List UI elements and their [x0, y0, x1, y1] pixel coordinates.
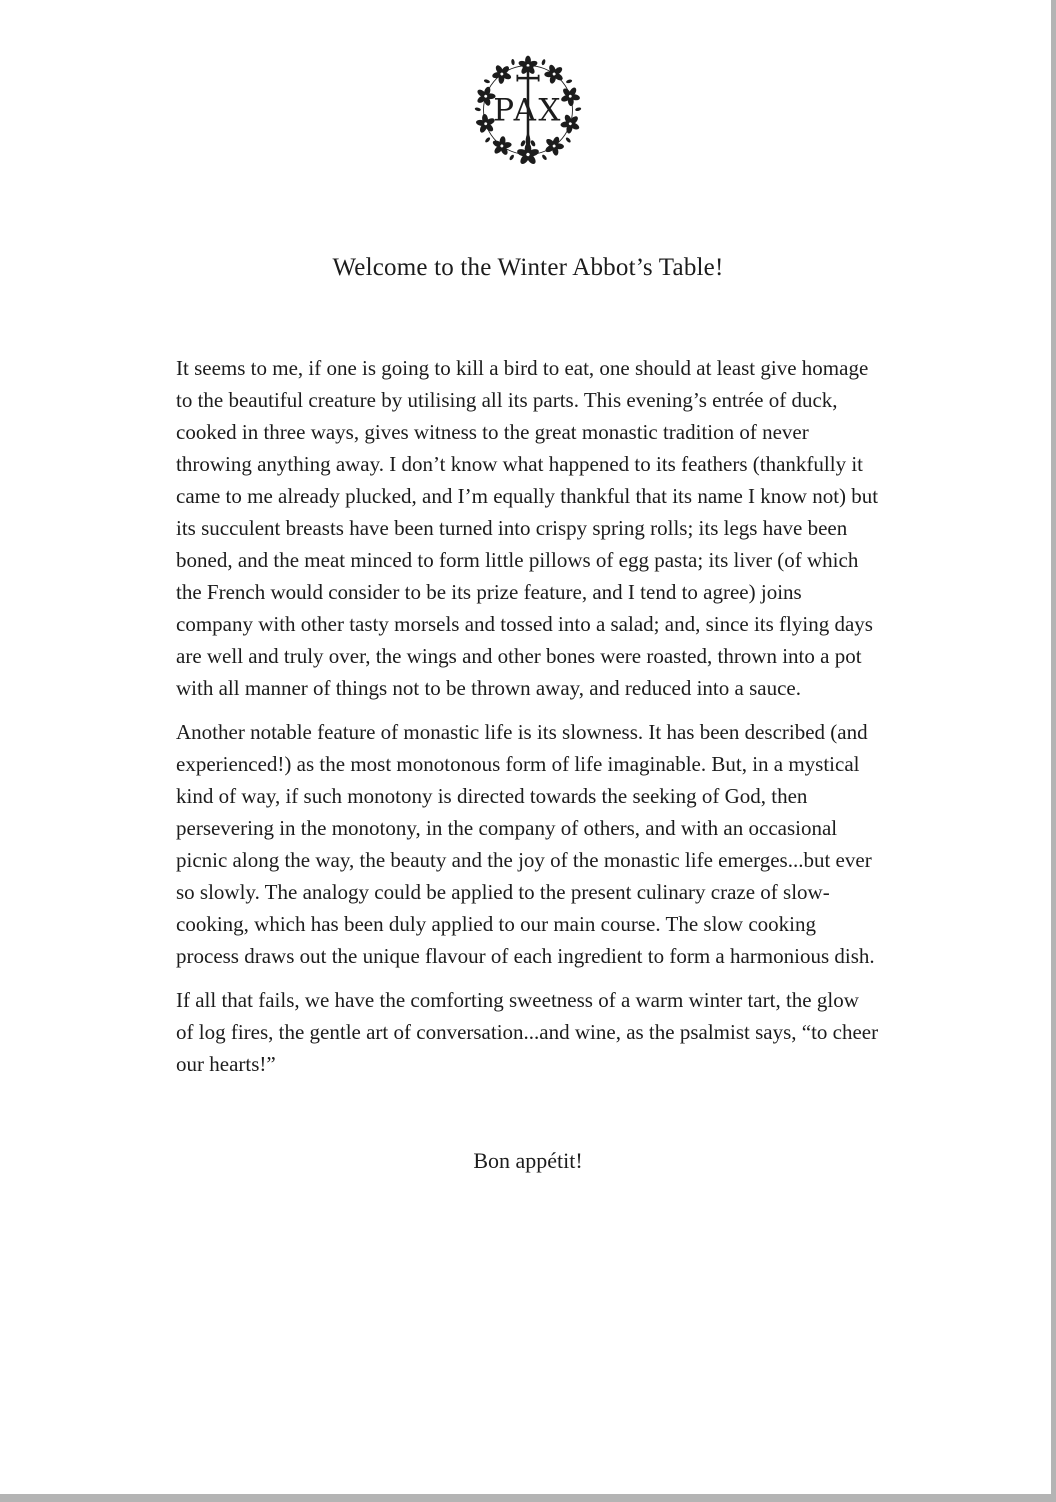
cross-bud-ornament: [520, 132, 537, 148]
paragraph-2: Another notable feature of monastic life is its slowness. It has been described (and experienced!) as the most monotonous form of life imaginable. But, in a mystical kind of way, if such monotony is directed towards the seeking of God, then persevering in the monotony, in the company of others, and with an occasional picnic along the way, the beauty and the joy of the monastic life emerges...but ever so slowly. The analogy could be applied to the present culinary craze of slow-cooking, which has been duly applied to our main course. The slow cooking process draws out the unique flavour of each ingredient to form a harmonious dish.: [176, 720, 875, 968]
page-edge-bottom: [0, 1494, 1056, 1502]
paragraph-1: It seems to me, if one is going to kill a bird to eat, one should at least give homage to the beautiful creature by utilising all its parts. This evening’s entrée of duck, cooked in three ways, gives witness to the great monastic tradition of never throwing anything away. I don’t know what happened to its feathers (thankfully it came to me already plucked, and I’m equally thankful that its name I know not) but its succulent breasts have been turned into crispy spring rolls; its legs have been boned, and the meat minced to form little pillows of egg pasta; its liver (of which the French would consider to be its prize feature, and I tend to agree) joins company with other tasty morsels and tossed into a salad; and, since its flying days are well and truly over, the wings and other bones were roasted, thrown into a pot with all manner of things not to be thrown away, and reduced into a sauce.: [176, 356, 879, 700]
paragraph-3: If all that fails, we have the comforting sweetness of a warm winter tart, the glow of log fires, the gentle art of conversation...and wine, as the psalmist says, “to cheer our hearts!”: [176, 988, 879, 1076]
page-title: Welcome to the Winter Abbot’s Table!: [332, 254, 724, 281]
pax-wreath-emblem: [470, 52, 586, 168]
closing-text: Bon appétit!: [473, 1148, 583, 1173]
page-edge-right: [1051, 0, 1056, 1502]
body-text: [176, 352, 880, 1176]
pax-text: PAX: [493, 92, 563, 129]
